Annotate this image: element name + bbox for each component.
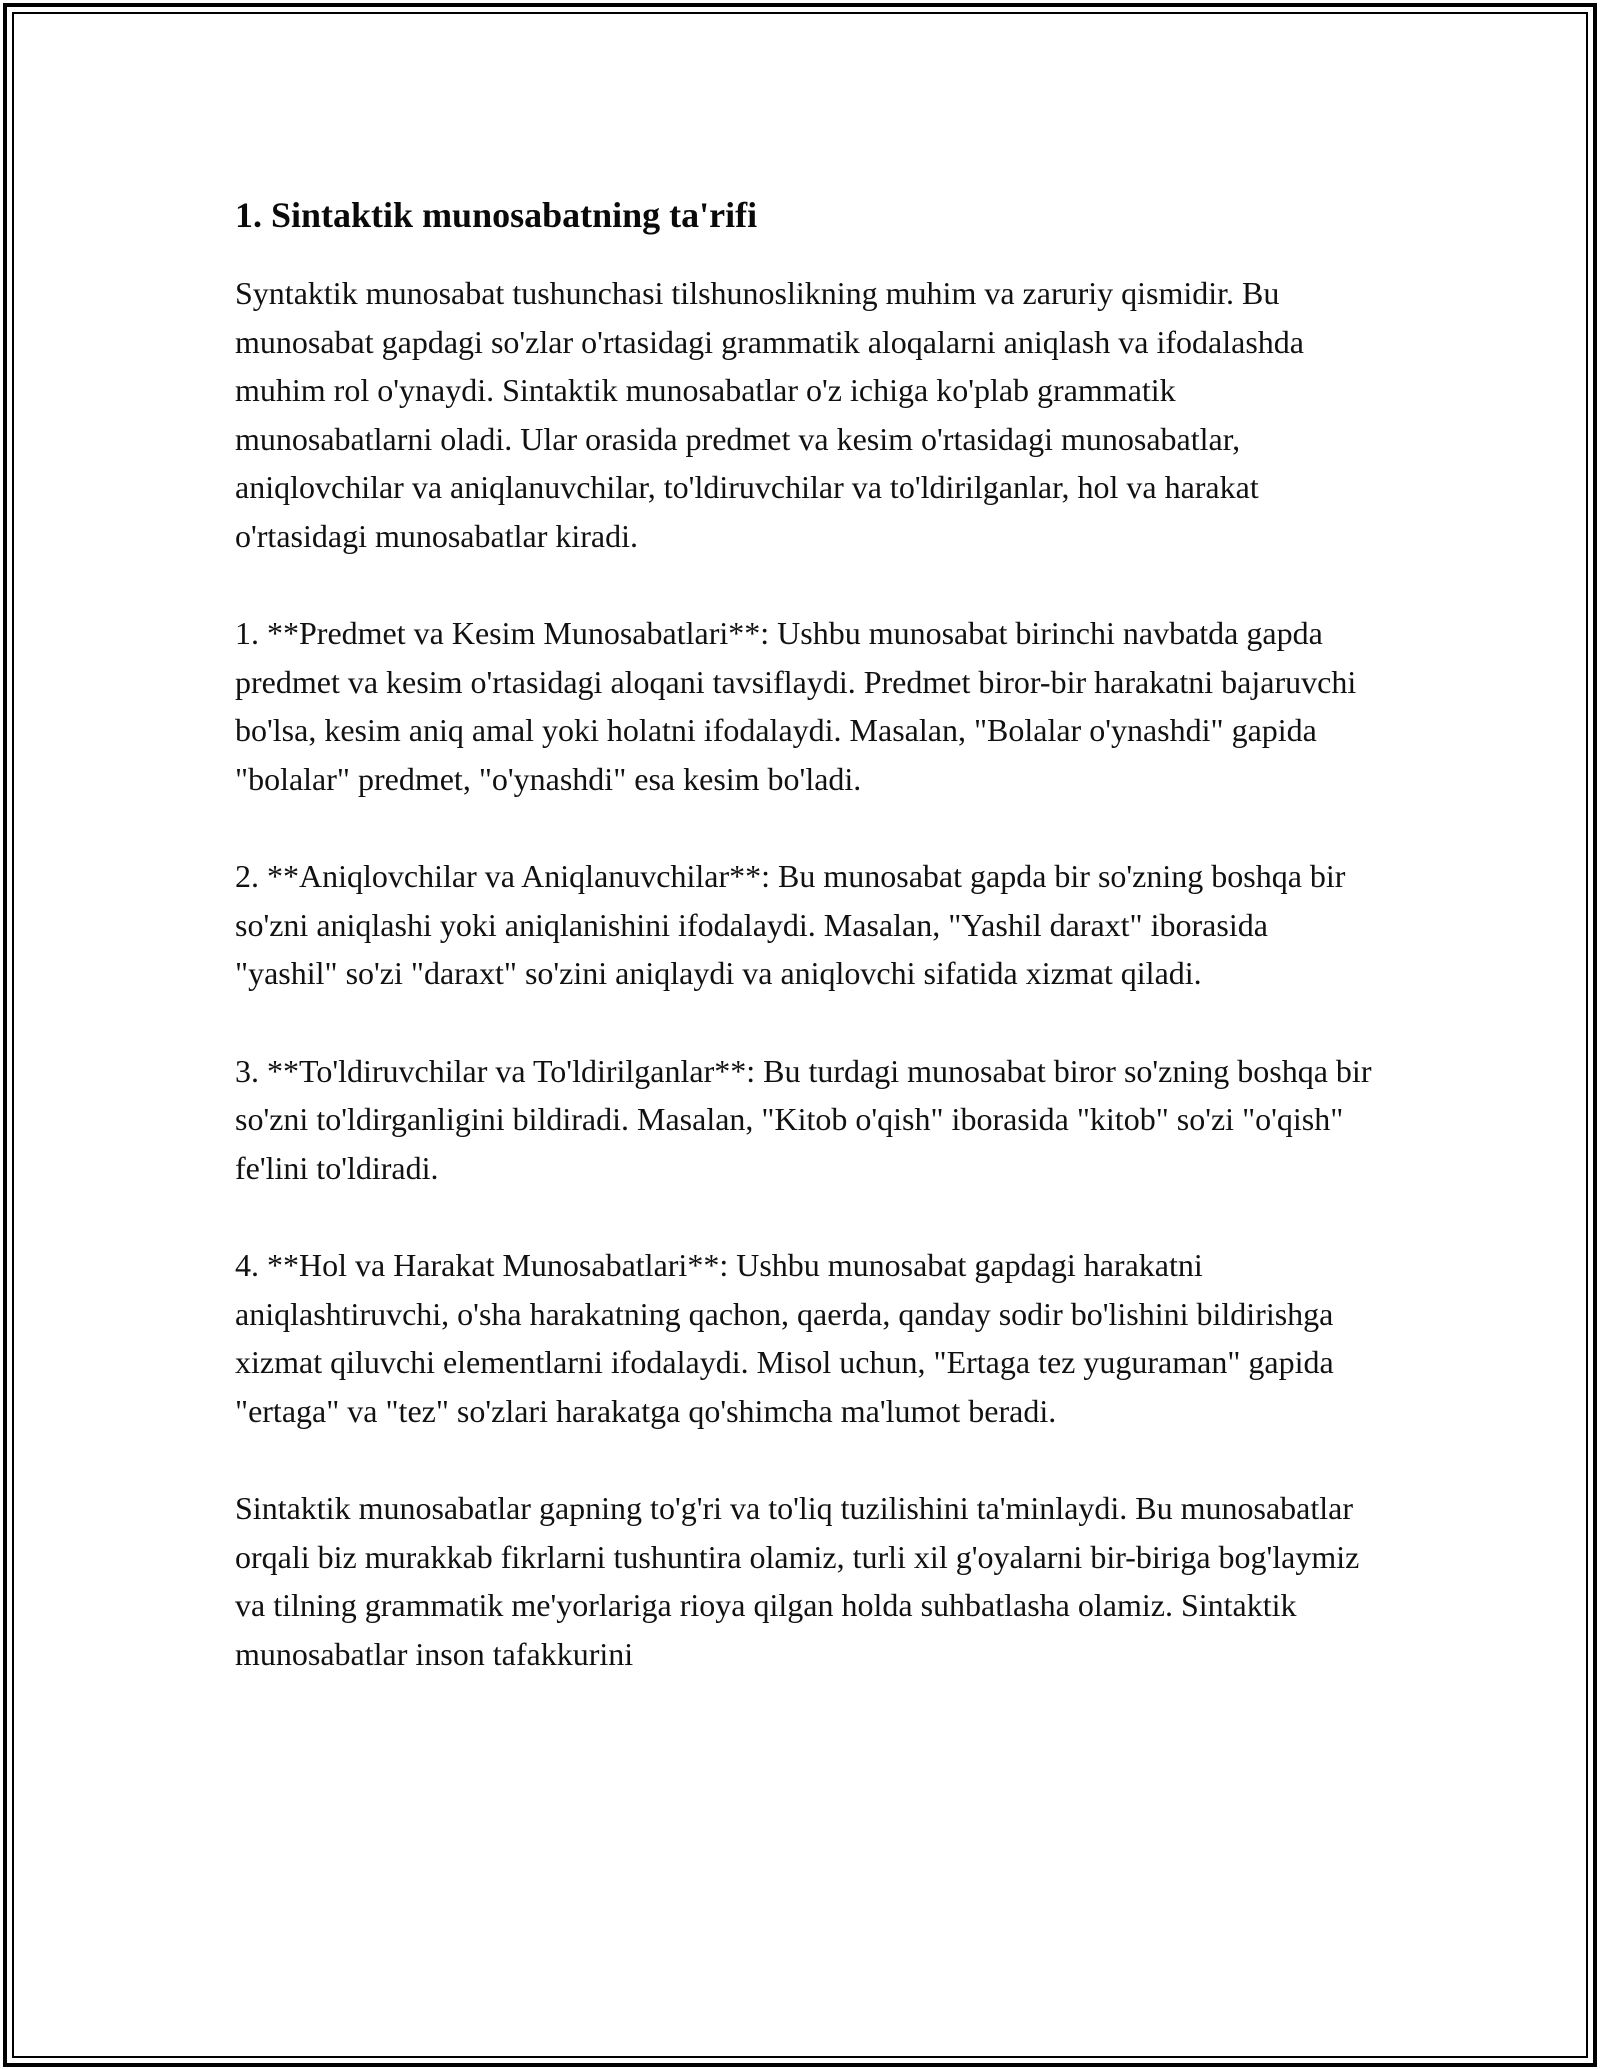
document-body xyxy=(235,188,1375,1727)
list-item-aniqlovchilar: 2. **Aniqlovchilar va Aniqlanuvchilar**: Bu munosabat gapda bir so'zning boshqa bir so'zni aniqlashi yoki aniqlanishini ifodalaydi. Masalan, "Yashil daraxt" iborasida "yashil" so'zi "daraxt" so'zini aniqlaydi va aniqlovchi sifatida xizmat qiladi. xyxy=(235,858,1346,991)
section-heading: 1. Sintaktik munosabatning ta'rifi xyxy=(235,195,758,235)
intro-paragraph: Syntaktik munosabat tushunchasi tilshunoslikning muhim va zaruriy qismidir. Bu munosabat gapdagi so'zlar o'rtasidagi grammatik aloqalarni aniqlash va ifodalashda muhim rol o'ynaydi. Sintaktik munosabatlar o'z ichiga ko'plab grammatik munosabatlarni oladi. Ular orasida predmet va kesim o'rtasidagi munosabatlar, aniqlovchilar va aniqlanuvchilar, to'ldiruvchilar va to'ldirilganlar, hol va harakat o'rtasidagi munosabatlar kiradi. xyxy=(235,275,1304,554)
list-item-hol-harakat: 4. **Hol va Harakat Munosabatlari**: Ushbu munosabat gapdagi harakatni aniqlashtiruvchi, o'sha harakatning qachon, qaerda, qanday sodir bo'lishini bildirishga xizmat qiluvchi elementlarni ifodalaydi. Misol uchun, "Ertaga tez yuguraman" gapida "ertaga" va "tez" so'zlari harakatga qo'shimcha ma'lumot beradi. xyxy=(235,1247,1334,1429)
list-item-toldiruvchilar: 3. **To'ldiruvchilar va To'ldirilganlar**: Bu turdagi munosabat biror so'zning boshqa bir so'zni to'ldirganligini bildiradi. Masalan, "Kitob o'qish" iborasida "kitob" so'zi "o'qish" fe'lini to'ldiradi. xyxy=(235,1052,1372,1186)
closing-paragraph: Sintaktik munosabatlar gapning to'g'ri va to'liq tuzilishini ta'minlaydi. Bu munosabatlar orqali biz murakkab fikrlarni tushuntira olamiz, turli xil g'oyalarni bir-biriga bog'laymiz va tilning grammatik me'yorlariga rioya qilgan holda suhbatlasha olamiz. Sintaktik munosabatlar inson tafakkurini xyxy=(235,1490,1360,1672)
list-item-predmet-kesim: 1. **Predmet va Kesim Munosabatlari**: Ushbu munosabat birinchi navbatda gapda predmet va kesim o'rtasidagi aloqani tavsiflaydi. Predmet biror-bir harakatni bajaruvchi bo'lsa, kesim aniq amal yoki holatni ifodalaydi. Masalan, "Bolalar o'ynashdi" gapida "bolalar" predmet, "o'ynashdi" esa kesim bo'ladi. xyxy=(235,615,1357,797)
